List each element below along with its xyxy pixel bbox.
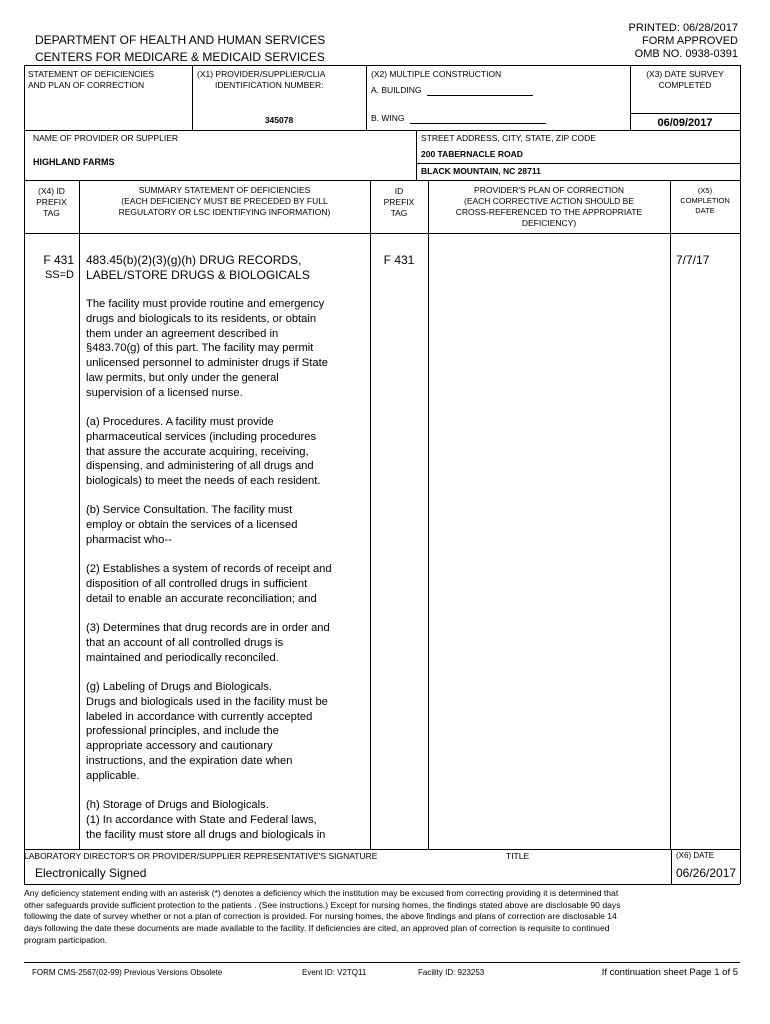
provider-name: HIGHLAND FARMS	[33, 157, 115, 167]
omb-number: OMB NO. 0938-0391	[634, 48, 738, 60]
plan-sublabel-2: CROSS-REFERENCED TO THE APPROPRIATE	[455, 207, 643, 217]
form-number: FORM CMS-2567(02-99) Previous Versions Obsolete	[32, 968, 223, 977]
plan-sublabel-1: (EACH CORRECTIVE ACTION SHOULD BE	[463, 196, 635, 206]
plan-tag: F 431	[383, 253, 415, 267]
plan-of-correction-label: PROVIDER'S PLAN OF CORRECTION	[474, 185, 624, 195]
survey-completed-date: 06/09/2017	[657, 117, 713, 129]
provider-id-number: 345078	[264, 115, 294, 125]
printed-date: PRINTED: 06/28/2017	[628, 22, 738, 34]
page-number: If continuation sheet Page 1 of 5	[601, 967, 738, 978]
x3-label: (X3) DATE SURVEY	[646, 69, 724, 79]
x5-label: (X5)	[697, 186, 713, 195]
event-id: Event ID: V2TQ11	[302, 968, 367, 977]
paragraph-6: (g) Labeling of Drugs and Biologicals. Drugs and biologicals used in the facility must be labeled in accordance with currently accepted professional principles, and include the appropriate accessory and cautionary instructions, and the expiration date when applicable.	[86, 681, 328, 782]
completion-label: COMPLETION	[680, 196, 730, 205]
x4-prefix-label: PREFIX	[36, 197, 67, 207]
paragraph-5: (3) Determines that drug records are in order and that an account of all controlled drugs is maintained and periodically reconciled.	[86, 622, 330, 664]
summary-sublabel-1: (EACH DEFICIENCY MUST BE PRECEDED BY FULL	[121, 196, 328, 206]
wing-line	[410, 115, 546, 124]
paragraph-7: (h) Storage of Drugs and Biologicals. (1) In accordance with State and Federal laws, the facility must store all drugs and biologicals in	[86, 799, 326, 841]
address-label: STREET ADDRESS, CITY, STATE, ZIP CODE	[421, 133, 596, 143]
deficiency-title: 483.45(b)(2)(3)(g)(h) DRUG RECORDS, LABEL/STORE DRUGS & BIOLOGICALS	[86, 253, 310, 282]
signature-value: Electronically Signed	[35, 866, 147, 880]
wing-label: B. WING	[371, 113, 405, 123]
title-label: TITLE	[506, 851, 530, 861]
x2-label: (X2) MULTIPLE CONSTRUCTION	[371, 69, 502, 79]
form-approved: FORM APPROVED	[642, 35, 738, 47]
id-label: ID	[394, 186, 404, 196]
id-prefix-label: PREFIX	[383, 197, 415, 207]
paragraph-3: (b) Service Consultation. The facility must employ or obtain the services of a licensed pharmacist who--	[86, 504, 298, 546]
x6-date-label: (X6) DATE	[676, 851, 715, 860]
plan-label: AND PLAN OF CORRECTION	[28, 80, 145, 90]
disclaimer-text: Any deficiency statement ending with an asterisk (*) denotes a deficiency which the institution may be excused from correcting providing it is determined that other safeguards provide sufficient protection to the patients . (See instructions.) Except for nursing homes, the findings stated above are disclosable 90 days following the date of survey whether or not a plan of correction is provided. For nursing homes, the above findings and plans of correction are disclosable 14 days following the date these documents are made available to the facility. If deficiencies are cited, an approved plan of correction is requisite to continued program participation.	[24, 888, 621, 945]
signature-date: 06/26/2017	[676, 866, 737, 880]
completion-date: 7/7/17	[676, 253, 710, 267]
building-line	[427, 87, 533, 96]
statement-label: STATEMENT OF DEFICIENCIES	[28, 69, 155, 79]
signature-label: LABORATORY DIRECTOR'S OR PROVIDER/SUPPLIER REPRESENTATIVE'S SIGNATURE	[24, 851, 378, 861]
paragraph-2: (a) Procedures. A facility must provide pharmaceutical services (including procedures that assure the accurate acquiring, receiving, dispensing, and administering of all drugs and biologicals) to meet the needs of each resident.	[86, 416, 321, 488]
deficiency-tag: F 431	[43, 253, 74, 267]
summary-label: SUMMARY STATEMENT OF DEFICIENCIES	[138, 185, 311, 195]
x4-id-label: (X4) ID	[38, 186, 65, 196]
provider-name-label: NAME OF PROVIDER OR SUPPLIER	[33, 133, 178, 143]
building-label: A. BUILDING	[371, 85, 422, 95]
plan-sublabel-3: DEFICIENCY)	[521, 218, 577, 228]
paragraph-1: The facility must provide routine and emergency drugs and biologicals to its residents, or obtain them under an agreement described in §483.70(g) of this part. The facility may permit unlicensed personnel to administer drugs if State law permits, but only under the general supervision of a licensed nurse.	[86, 298, 328, 399]
facility-id: Facility ID: 923253	[418, 968, 485, 977]
x4-tag-label: TAG	[43, 208, 60, 218]
x1-label: (X1) PROVIDER/SUPPLIER/CLIA	[197, 69, 326, 79]
city-state-zip: BLACK MOUNTAIN, NC 28711	[421, 166, 541, 176]
scope-severity: SS=D	[44, 269, 74, 281]
department-name: DEPARTMENT OF HEALTH AND HUMAN SERVICES	[35, 33, 326, 47]
x3-sublabel: COMPLETED	[658, 80, 712, 90]
street-address: 200 TABERNACLE ROAD	[421, 149, 523, 159]
paragraph-4: (2) Establishes a system of records of receipt and disposition of all controlled drugs in sufficient detail to enable an accurate reconciliation; and	[86, 563, 332, 605]
summary-sublabel-2: REGULATORY OR LSC IDENTIFYING INFORMATION)	[118, 207, 331, 217]
agency-name: CENTERS FOR MEDICARE & MEDICAID SERVICES	[35, 50, 325, 64]
id-tag-label: TAG	[390, 208, 408, 218]
date-label: DATE	[695, 206, 715, 215]
x1-sublabel: IDENTIFICATION NUMBER:	[215, 80, 324, 90]
